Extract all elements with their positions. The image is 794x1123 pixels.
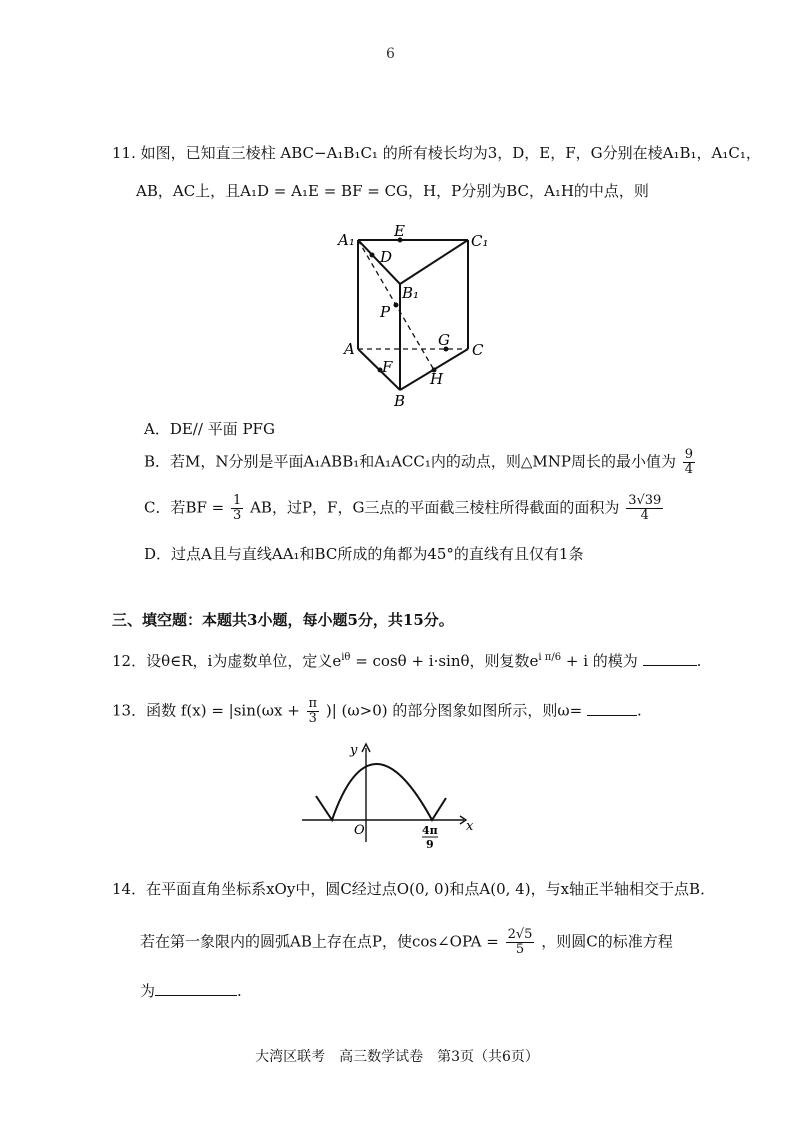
q13-x-label: x: [466, 819, 474, 834]
label-E: E: [394, 222, 405, 240]
q14-line2-pre: 若在第一象限内的圆弧AB上存在点P，使cos∠OPA =: [140, 932, 499, 951]
frac-den: 4: [640, 508, 649, 523]
frac-den: 4: [684, 462, 694, 477]
frac-num: 1: [233, 493, 242, 508]
option-c-mid: AB，过P，F，G三点的平面截三棱柱所得截面的面积为: [250, 498, 620, 517]
q13-tick-den: 9: [426, 838, 434, 850]
label-H: H: [430, 370, 444, 388]
fraction-1-3: [231, 494, 243, 523]
q13-y-label: y: [350, 743, 358, 758]
label-A: A: [344, 340, 355, 358]
q14-end: .: [237, 982, 242, 1000]
label-C1: C₁: [471, 232, 489, 250]
q13: [112, 697, 642, 726]
frac-num: 9: [684, 447, 694, 462]
page-footer: 大湾区联考 高三数学试卷 第3页（共6页）: [255, 1049, 539, 1065]
q12-post: + i 的模为: [561, 652, 638, 670]
label-F: F: [382, 358, 393, 376]
q13-answer-blank[interactable]: [587, 701, 637, 716]
q11-line2: AB，AC上，且A₁D = A₁E = BF = CG，H，P分别为BC，A₁H的中点，则: [136, 182, 649, 200]
label-G: G: [438, 331, 450, 349]
q14-line2-post: ，则圆C的标准方程: [541, 932, 673, 951]
label-C: C: [472, 341, 484, 359]
q12-sup1: iθ: [341, 652, 351, 663]
q12: [112, 650, 701, 671]
frac-num: 3√39: [628, 493, 662, 508]
label-A1: A₁: [338, 231, 355, 249]
option-c-pre: C．若BF =: [144, 498, 225, 517]
q13-graph: [296, 738, 482, 850]
page-top-mark: 6: [386, 46, 396, 62]
q14-answer-blank[interactable]: [155, 981, 237, 996]
label-P: P: [380, 303, 391, 321]
q12-pre: 12．设θ∈R，i为虚数单位，定义e: [112, 652, 342, 670]
q13-origin-label: O: [354, 823, 365, 838]
fraction-3root39-4: [626, 494, 663, 523]
q12-end: .: [696, 652, 702, 670]
q13-end: .: [636, 701, 642, 720]
q12-answer-blank[interactable]: [643, 651, 697, 666]
q14-line1: 14．在平面直角坐标系xOy中，圆C经过点O(0, 0)和点A(0, 4)，与x轴正半轴相交于点B．: [112, 880, 716, 898]
label-B: B: [394, 392, 406, 410]
frac-den: 5: [515, 942, 525, 957]
fraction-pi-3: [307, 697, 320, 726]
frac-num: π: [308, 696, 318, 711]
q13-curve: [316, 764, 446, 820]
label-D: D: [380, 248, 393, 266]
q11-option-d: D．过点A且与直线AA₁和BC所成的角都为45°的直线有且仅有1条: [144, 545, 584, 563]
frac-den: 3: [308, 711, 317, 726]
q14-line3-text: 为: [140, 982, 156, 1000]
q13-post: )| (ω>0) 的部分图象如图所示，则ω=: [325, 701, 583, 720]
section-heading: 三、填空题：本题共3小题，每小题5分，共15分。: [112, 611, 454, 629]
q11-option-c: [144, 494, 665, 523]
q14-line2: [140, 928, 673, 957]
q12-sup2: i π/6: [538, 652, 562, 663]
q14-line3: [140, 980, 242, 1001]
frac-den: 3: [233, 508, 242, 523]
frac-num: 2√5: [507, 927, 533, 942]
option-b-text: B．若M，N分别是平面A₁ABB₁和A₁ACC₁内的动点，则△MNP周长的最小值为: [144, 452, 677, 471]
q11-option-a: A．DE// 平面 PFG: [144, 420, 275, 438]
q11-line1: 11. 如图，已知直三棱柱 ABC−A₁B₁C₁ 的所有棱长均为3，D，E，F，G分别在棱A₁B₁，A₁C₁，: [112, 144, 761, 162]
q13-tick-num: 4π: [422, 824, 438, 837]
q12-mid: = cosθ + i·sinθ，则复数e: [350, 652, 539, 670]
fraction-2root5-5: [506, 928, 535, 957]
q13-pre: 13．函数 f(x) = |sin(ωx +: [112, 701, 305, 720]
label-B1: B₁: [402, 284, 420, 302]
q11-prism-figure: [330, 222, 510, 412]
fraction-9-4: [683, 448, 695, 477]
q11-option-b: [144, 448, 697, 477]
